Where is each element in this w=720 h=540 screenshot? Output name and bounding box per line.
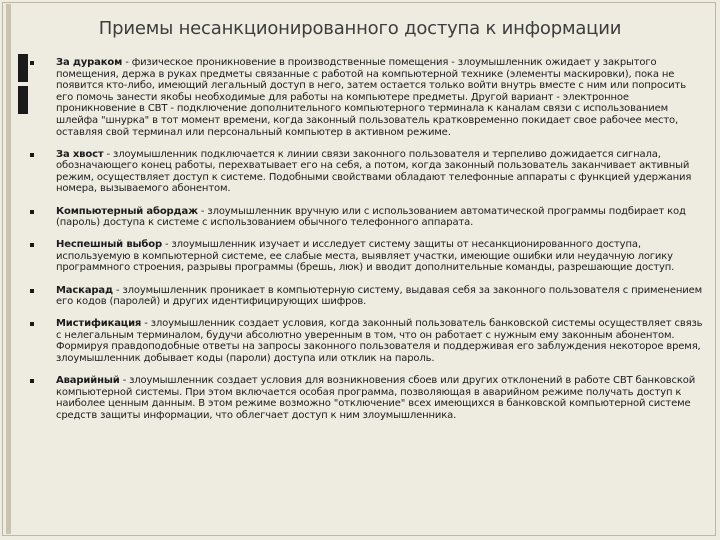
bullet-icon bbox=[30, 61, 34, 65]
bullet-icon bbox=[30, 243, 34, 247]
item-text: - злоумышленник вручную или с использованием автоматической программы подбирает код (пароль) доступа к системе с использованием обычного телефонного аппарата. bbox=[56, 205, 686, 229]
bullet-icon bbox=[30, 289, 34, 293]
item-term: Мистификация bbox=[56, 318, 142, 330]
item-text: - злоумышленник создает условия для возникновения сбоев или других отклонений в работе СВТ банковской компьютерной системы. При этом включается особая программа, позволяющая в аварийном режиме получать доступ к наиболее ценным данным. В этом режиме возможно "отключение" всех имеющихся в банковской компьютерной системе средств защиты информации, что облегчает доступ к ним злоумышленника. bbox=[56, 375, 696, 421]
bullet-icon bbox=[30, 322, 34, 326]
item-text: - физическое проникновение в производственные помещения - злоумышленник ожидает у закрытого помещения, держа в руках предметы связанные с работой на компьютерной технике (элементы маскировки), пока не появится кто-либо, имеющий легальный доступ в него, затем остается только войти внутрь вместе с ним или попросить его помочь занести якобы необходимые для работы на компьютере предметы. Другой вариант - электронное проникновение в СВТ - подключение дополнительного компьютерного терминала к каналам связи с использованием шлейфа "шнурка" в тот момент времени, когда законный пользователь кратковременно покидает свое рабочее место, оставляя свой терминал или персональный компьютер в активном режиме. bbox=[56, 57, 686, 138]
item-text: - злоумышленник проникает в компьютерную систему, выдавая себя за законного пользователя с применением его кодов (паролей) и других идентифицирующих шифров. bbox=[56, 284, 702, 308]
decorative-marker-bottom bbox=[18, 86, 28, 114]
decorative-marker-top bbox=[18, 54, 28, 82]
item-text: - злоумышленник подключается к линии связи законного пользователя и терпеливо дожидается сигнала, обозначающего конец работы, перехватывает его на себя, а потом, когда законный пользователь заканчивает активный режим, осуществляет доступ к системе. Подобными свойствами обладают телефонные аппараты с функцией удержания номера, вызываемого абонентом. bbox=[56, 148, 692, 195]
list-item bbox=[30, 318, 706, 364]
slide-title: Приемы несанкционированного доступа к информации bbox=[98, 18, 622, 39]
list-item bbox=[30, 149, 706, 195]
list-item bbox=[30, 285, 706, 308]
decorative-left-bar bbox=[6, 4, 11, 534]
item-term: Аварийный bbox=[56, 375, 120, 387]
list-item bbox=[30, 239, 706, 274]
item-term: За дураком bbox=[56, 57, 123, 68]
item-text: - злоумышленник изучает и исследует систему защиты от несанкционированного доступа, используемую в компьютерной системе, ее слабые места, выявляет участки, имеющие ошибки или неудачную логику программного строения, разрывы программы (брешь, люк) и вводит дополнительные команды, разрешающие доступ. bbox=[56, 239, 675, 274]
list-item bbox=[30, 375, 706, 421]
bullet-icon bbox=[30, 153, 34, 157]
item-text: - злоумышленник создает условия, когда законный пользователь банковской системы осуществляет связь с нелегальным терминалом, будучи абсолютно уверенным в том, что он работает с нужным ему законным абонентом. Формируя правдоподобные ответы на запросы законного пользователя и поддерживая его заблуждения некоторое время, злоумышленник добывает коды (пароли) доступа или отклик на пароль. bbox=[56, 318, 703, 364]
item-term: Неспешный выбор bbox=[56, 239, 162, 251]
list-item bbox=[30, 206, 706, 229]
bullet-icon bbox=[30, 210, 34, 214]
item-term: Маскарад bbox=[56, 284, 113, 296]
item-term: Компьютерный абордаж bbox=[56, 205, 198, 217]
list-item bbox=[30, 57, 706, 138]
bullet-icon bbox=[30, 379, 34, 383]
bullet-list bbox=[30, 57, 706, 432]
item-term: За хвост bbox=[56, 148, 104, 160]
